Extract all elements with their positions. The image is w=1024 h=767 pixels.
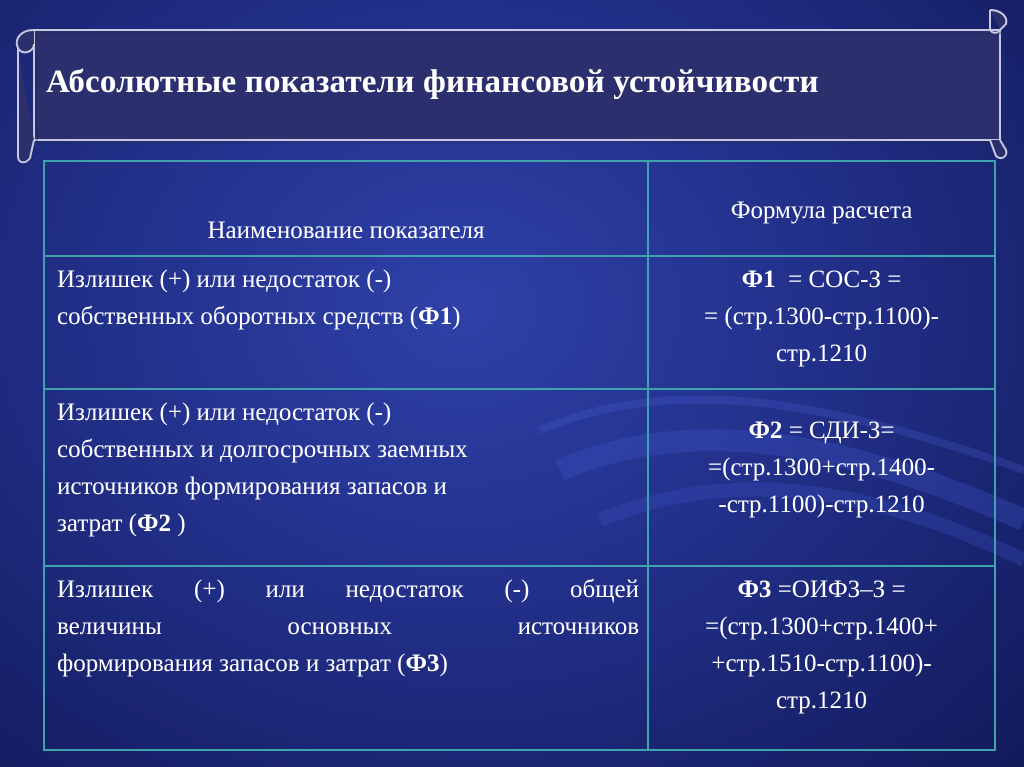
- table-row: [44, 566, 995, 750]
- formula-cell: [648, 566, 995, 750]
- indicator-text: Излишек (+) или недостаток (-): [57, 266, 392, 293]
- indicator-name-cell: [44, 256, 648, 389]
- indicator-name-cell: [44, 389, 648, 566]
- formula-first-line: [655, 571, 988, 608]
- formula-text: =ОИФЗ–З =: [771, 576, 906, 603]
- indicator-text: источников формирования запасов и: [57, 473, 447, 500]
- indicator-text-line: [57, 298, 639, 335]
- formula-first-line: [655, 261, 988, 298]
- indicator-text: величины основных источников: [57, 613, 639, 640]
- indicator-text: собственных оборотных средств (: [57, 303, 419, 330]
- indicator-text: Излишек (+) или недостаток (-): [57, 399, 392, 426]
- page-title: Абсолютные показатели финансовой устойчивости: [46, 64, 819, 100]
- formula-text: стр.1210: [775, 340, 868, 367]
- indicators-table: [43, 160, 996, 751]
- formula-text: стр.1210: [775, 687, 868, 714]
- formula-cell: [648, 256, 995, 389]
- table-header-row: [44, 161, 995, 256]
- header-indicator-name: Наименование показателя: [44, 161, 648, 256]
- indicator-text: ): [439, 650, 448, 677]
- table-row: [44, 256, 995, 389]
- formula-text: = СДИ-З=: [782, 417, 895, 444]
- formula-text: = (стр.1300-стр.1100)-: [704, 303, 939, 330]
- indicator-code: Ф3: [405, 650, 440, 677]
- formula-first-line: [655, 412, 988, 449]
- table-row: [44, 389, 995, 566]
- formula-text: =(стр.1300+стр.1400-: [707, 454, 935, 481]
- formula-cell: [648, 389, 995, 566]
- indicator-text-line: [57, 645, 639, 682]
- indicator-text: ): [171, 510, 186, 537]
- indicator-code: Ф2: [137, 510, 171, 537]
- indicator-text: ): [452, 303, 461, 330]
- indicator-text: Излишек (+) или недостаток (-) общей: [57, 576, 639, 603]
- indicator-text: собственных и долгосрочных заемных: [57, 436, 468, 463]
- formula-text: = СОС-З =: [775, 266, 902, 293]
- indicator-text-line: [57, 505, 639, 542]
- header-formula: Формула расчета: [648, 161, 995, 256]
- indicator-name-cell: [44, 566, 648, 750]
- indicator-text: формирования запасов и затрат (: [57, 650, 406, 677]
- formula-text: =(стр.1300+стр.1400+: [705, 613, 938, 640]
- formula-text: -стр.1100)-стр.1210: [718, 491, 925, 518]
- indicator-text: затрат (: [57, 510, 138, 537]
- indicator-code: Ф1: [418, 303, 453, 330]
- formula-code: Ф2: [748, 417, 783, 444]
- formula-text: +стр.1510-стр.1100)-: [711, 650, 932, 677]
- formula-code: Ф3: [737, 576, 772, 603]
- formula-code: Ф1: [741, 266, 776, 293]
